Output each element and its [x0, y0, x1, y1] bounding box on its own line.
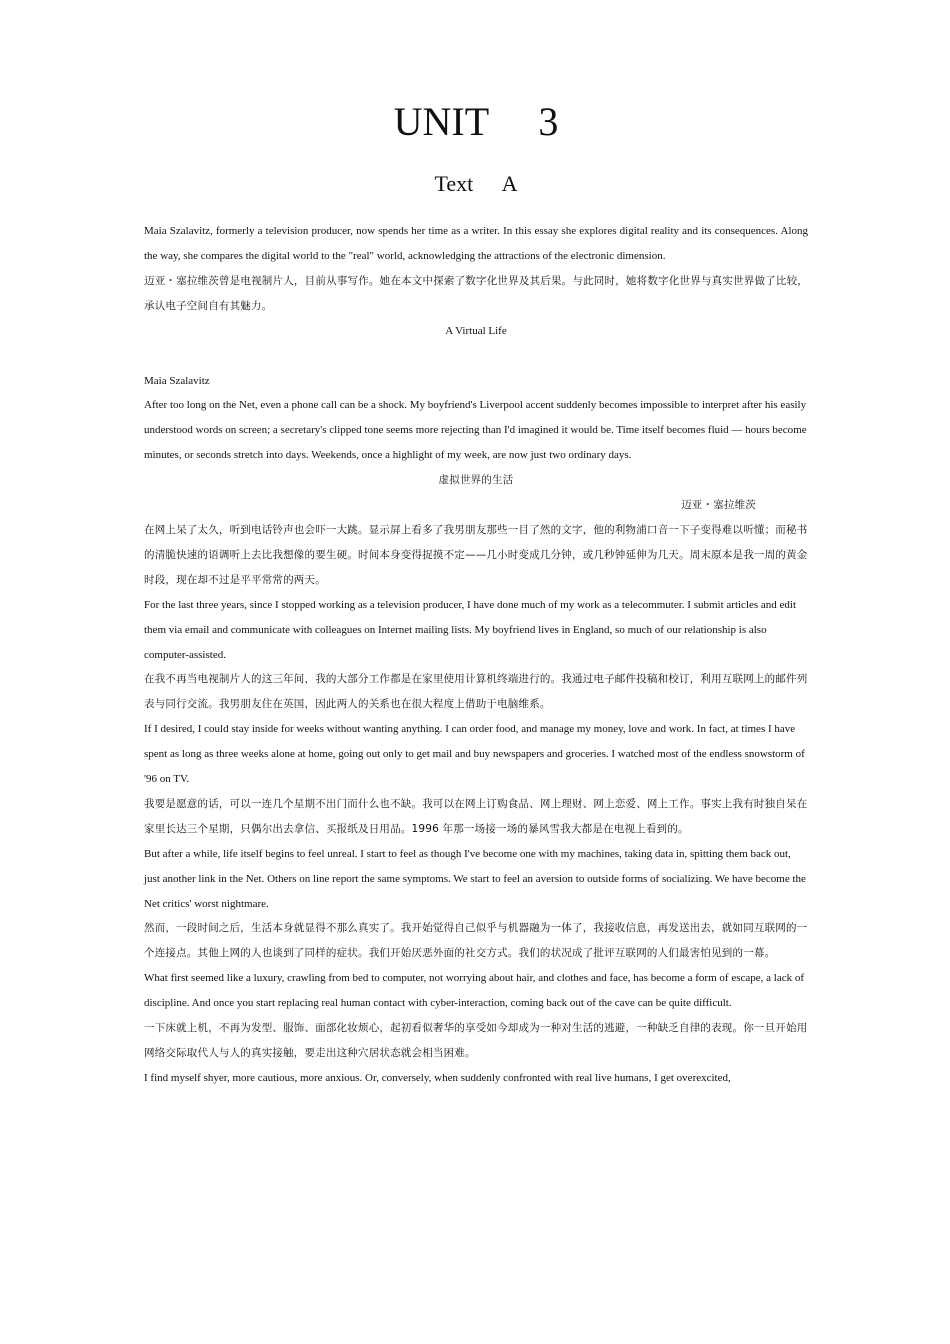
intro-zh: 迈亚・塞拉维茨曾是电视制片人，目前从事写作。她在本文中探索了数字化世界及其后果。与此同时，她将数字化世界与真实世界做了比较，承认电子空间自有其魅力。: [144, 274, 808, 312]
intro-en: Maia Szalavitz, formerly a television producer, now spends her time as a writer. In this essay she explores digital reality and its consequences. Along the way, she compares the digital world to the "real" world, acknowledging the attractions of the electronic dimension.: [144, 225, 808, 262]
paragraph-5-en: What first seemed like a luxury, crawling from bed to computer, not worrying about hair, and clothes and face, has become a form of escape, a lack of discipline. And once you start replacing real human contact with cyber-interaction, coming back out of the cave can be quite difficult.: [144, 972, 804, 1010]
spacer: [144, 344, 808, 369]
paragraph-1-zh: 在网上呆了太久，听到电话铃声也会吓一大跳。显示屏上看多了我男朋友那些一目了然的文字，他的利物浦口音一下子变得难以听懂；而秘书的清脆快速的语调听上去比我想像的要生硬。时间本身变得捉摸不定——几小时变成几分钟，或几秒钟延伸为几天。周末原本是我一周的黄金时段，现在却不过是平平常常的两天。: [144, 523, 808, 586]
article-author-zh: 迈亚・塞拉维茨: [681, 499, 756, 512]
paragraph-3-zh: 我要是愿意的话，可以一连几个星期不出门而什么也不缺。我可以在网上订购食品、网上理财、网上恋爱、网上工作。事实上我有时独自呆在家里长达三个星期，只偶尔出去拿信、买报纸及日用品。1996 年那一场接一场的暴风雪我大都是在电视上看到的。: [144, 797, 808, 835]
article-title: A Virtual Life: [445, 324, 507, 337]
text-title: Text A: [434, 171, 518, 196]
paragraph-4-zh: 然而，一段时间之后，生活本身就显得不那么真实了。我开始觉得自己似乎与机器融为一体了，我接收信息，再发送出去，就如同互联网的一个连接点。其他上网的人也谈到了同样的症状。我们开始厌恶外面的社交方式。我们的状况成了批评互联网的人们最害怕见到的一幕。: [144, 922, 808, 960]
paragraph-5-zh: 一下床就上机，不再为发型、服饰、面部化妆烦心，起初看似奢华的享受如今却成为一种对生活的逃避，一种缺乏自律的表现。你一旦开始用网络交际取代人与人的真实接触，要走出这种穴居状态就会相当困难。: [144, 1022, 808, 1059]
unit-title: UNIT 3: [393, 99, 559, 144]
paragraph-1-en: After too long on the Net, even a phone call can be a shock. My boyfriend's Liverpool accent suddenly becomes impossible to interpret after his easily understood words on screen; a secretary's clipped tone seems more rejecting than I'd imagined it would be. Time itself becomes fluid — hours become minutes, or seconds stretch into days. Weekends, once a highlight of my week, are now just two ordinary days.: [144, 399, 807, 462]
article-author: Maia Szalavitz: [144, 374, 210, 387]
paragraph-3-en: If I desired, I could stay inside for weeks without wanting anything. I can order food, and manage my money, love and work. In fact, at times I have spent as long as three weeks alone at home, going out only to get mail and buy newspapers and groceries. I watched most of the endless snowstorm of '96 on TV.: [144, 723, 805, 786]
paragraph-4-en: But after a while, life itself begins to feel unreal. I start to feel as though I've become one with my machines, taking data in, spitting them back out, just another link in the Net. Others on line report the same symptoms. We start to feel an aversion to outside forms of socializing. We have become the Net critics' worst nightmare.: [144, 847, 806, 910]
paragraph-2-en: For the last three years, since I stopped working as a television producer, I have done much of my work as a telecommuter. I submit articles and edit them via email and communicate with colleagues on Internet mailing lists. My boyfriend lives in England, so much of our relationship is also computer-assisted.: [144, 598, 797, 661]
article-title-zh: 虚拟世界的生活: [438, 474, 514, 487]
paragraph-6-en: I find myself shyer, more cautious, more anxious. Or, conversely, when suddenly confronted with real live humans, I get overexcited,: [144, 1071, 731, 1084]
document-body: [144, 219, 808, 1091]
paragraph-2-zh: 在我不再当电视制片人的这三年间，我的大部分工作都是在家里使用计算机终端进行的。我通过电子邮件投稿和校订，利用互联网上的邮件列表与同行交流。我男朋友住在英国，因此两人的关系也在很大程度上借助于电脑维系。: [144, 673, 808, 711]
